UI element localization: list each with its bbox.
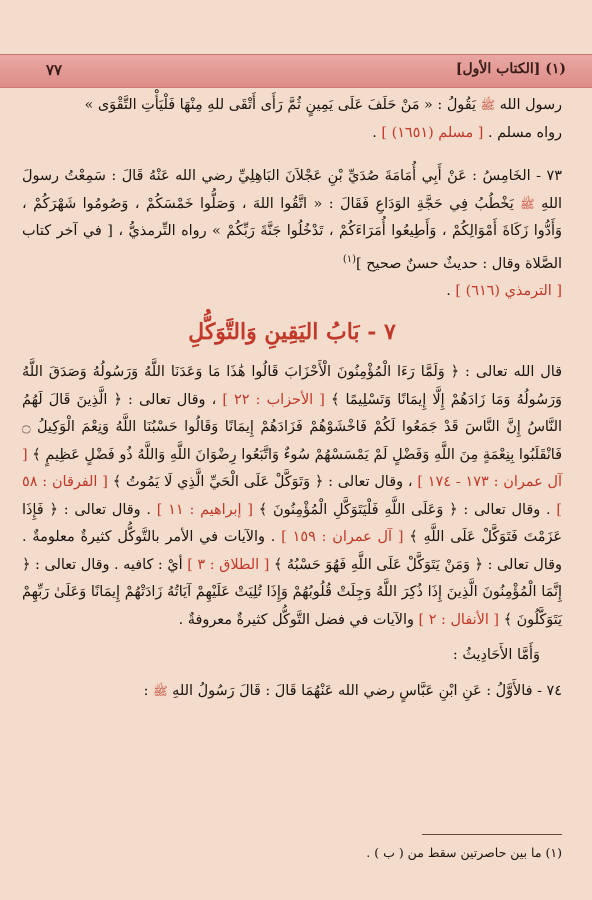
quran-verses-paragraph: قال الله تعالى : ﴿ وَلَمَّا رَءَا الْمُؤْمِنُونَ الْأَحْزَابَ قَالُوا هَٰذَا مَا وَعَدَنَا اللَّهُ وَرَسُولُهُ وَصَدَقَ اللَّهُ وَرَسُولُهُ وَمَا زَادَهُمْ إِلَّا إِيمَانًا وَتَسْلِيمًا ﴾ [ الأحزاب : ٢٢ ] ، وقال تعالى : ﴿ الَّذِينَ قَالَ لَهُمُ النَّاسُ إِنَّ النَّاسَ قَدْ جَمَعُوا لَكُمْ فَاخْشَوْهُمْ فَزَادَهُمْ إِيمَانًا وَقَالُوا حَسْبُنَا اللَّهُ وَنِعْمَ الْوَكِيلُ ۝ فَانْقَلَبُوا بِنِعْمَةٍ مِنَ اللَّهِ وَفَضْلٍ لَمْ يَمْسَسْهُمْ سُوءٌ وَاتَّبَعُوا رِضْوَانَ اللَّهِ وَاللَّهُ ذُو فَضْلٍ عَظِيمٍ ﴾ [ آل عمران : ١٧٣ - ١٧٤ ] ، وقال تعالى : ﴿ وَتَوَكَّلْ عَلَى الْحَيِّ الَّذِي لَا يَمُوتُ ﴾ [ الفرقان : ٥٨ ] . وقال تعالى : ﴿ وَعَلَى اللَّهِ فَلْيَتَوَكَّلِ الْمُؤْمِنُونَ ﴾ [ إبراهيم : ١١ ] . وقال تعالى : ﴿ فَإِذَا عَزَمْتَ فَتَوَكَّلْ عَلَى اللَّهِ ﴾ [ آل عمران : ١٥٩ ] . والآيات في الأمر بالتَّوكُّل كثيرةٌ معلومةٌ . وقال تعالى : ﴿ وَمَنْ يَتَوَكَّلْ عَلَى اللَّهِ فَهُوَ حَسْبُهُ ﴾ [ الطلاق : ٣ ] أيْ : كافيه . وقال تعالى : ﴿ إِنَّمَا الْمُؤْمِنُونَ الَّذِينَ إِذَا ذُكِرَ اللَّهُ وَجِلَتْ قُلُوبُهُمْ وَإِذَا تُلِيَتْ عَلَيْهِمْ آيَاتُهُ زَادَتْهُمْ إِيمَانًا وَعَلَىٰ رَبِّهِمْ يَتَوَكَّلُونَ ﴾ [ الأنفال : ٢ ] والآيات في فضل التَّوكُّل كثيرةٌ معروفةٌ . [22, 364, 562, 628]
reference-talaq: [ الطلاق : ٣ ] [187, 556, 270, 573]
page-number: ٧٧ [46, 61, 63, 79]
reference-ahzab: [ الأحزاب : ٢٢ ] [222, 391, 325, 408]
footnote-separator [422, 834, 562, 835]
reference-tirmidhi: [ الترمذي (٦١٦) ] [455, 282, 562, 299]
footnote: (١) ما بين حاصرتين سقط من ( ب ) . [366, 845, 562, 860]
hadith-72-continuation: رسول الله ﷺ يَقُولُ : « مَنْ حَلَفَ عَلَى يَمِينٍ ثُمَّ رَأَى أَتْقَى للهِ مِنْهَا فَلْيَأْتِ التَّقْوَى » رواه مسلم . [ مسلم (١٦٥١) ] . [84, 97, 562, 141]
salawat-symbol: ﷺ [480, 98, 496, 112]
reference-al-imran-173: [ آل عمران : ١٧٣ - ١٧٤ ] [22, 446, 562, 491]
chapter-heading: ٧ - بَابُ اليَقِينِ وَالتَّوَكُّلِ [188, 319, 396, 346]
hadith-74: ٧٤ - فالأَوَّلُ : عَنِ ابْنِ عَبَّاسٍ رضي الله عَنْهُمَا قَالَ : قَالَ رَسُولُ اللهِ ﷺ : [143, 682, 562, 699]
reference-muslim: [ مسلم (١٦٥١) ] [381, 124, 484, 141]
page-header [0, 54, 592, 88]
reference-anfal: [ الأنفال : ٢ ] [418, 611, 500, 628]
salawat-symbol: ﷺ [153, 683, 168, 698]
footnote-marker: (١) [342, 253, 357, 265]
reference-al-imran-159: [ آل عمران : ١٥٩ ] [281, 529, 404, 546]
page-body [22, 92, 562, 705]
salawat-symbol: ﷺ [520, 196, 535, 211]
reference-furqan: [ الفرقان : ٥٨ ] [22, 474, 562, 518]
ahadith-intro: وَأَمَّا الأَحَادِيثُ : [452, 647, 540, 664]
header-title: (١) [الكتاب الأول] [455, 61, 566, 77]
hadith-73: ٧٣ - الخَامِسُ : عَنْ أَبِي أُمَامَةَ صُدَيِّ بْنِ عَجْلاَنَ البَاهِلِيِّ رضي الله عَنْهُ قَالَ : سَمِعْتُ رسولَ اللهِ ﷺ يَخْطُبُ فِي حَجَّةِ الوَدَاعِ فَقَالَ : « اتَّقُوا اللهَ ، وَصَلُّوا خَمْسَكُمْ ، وَصُومُوا شَهْرَكُمْ ، وَأَدُّوا زَكَاةَ أَمْوَالِكُمْ ، وَأَطِيعُوا أُمَرَاءَكُمْ ، تَدْخُلُوا جَنَّةَ رَبِّكُمْ » رواه التِّرمذيُّ ، [ في آخر كتاب الصَّلاة وقال : حديثٌ حسنٌ صحيح ]$^{(١)}$ [ الترمذي (٦١٦) ] . [22, 168, 562, 299]
reference-ibrahim: [ إبراهيم : ١١ ] [156, 501, 253, 518]
